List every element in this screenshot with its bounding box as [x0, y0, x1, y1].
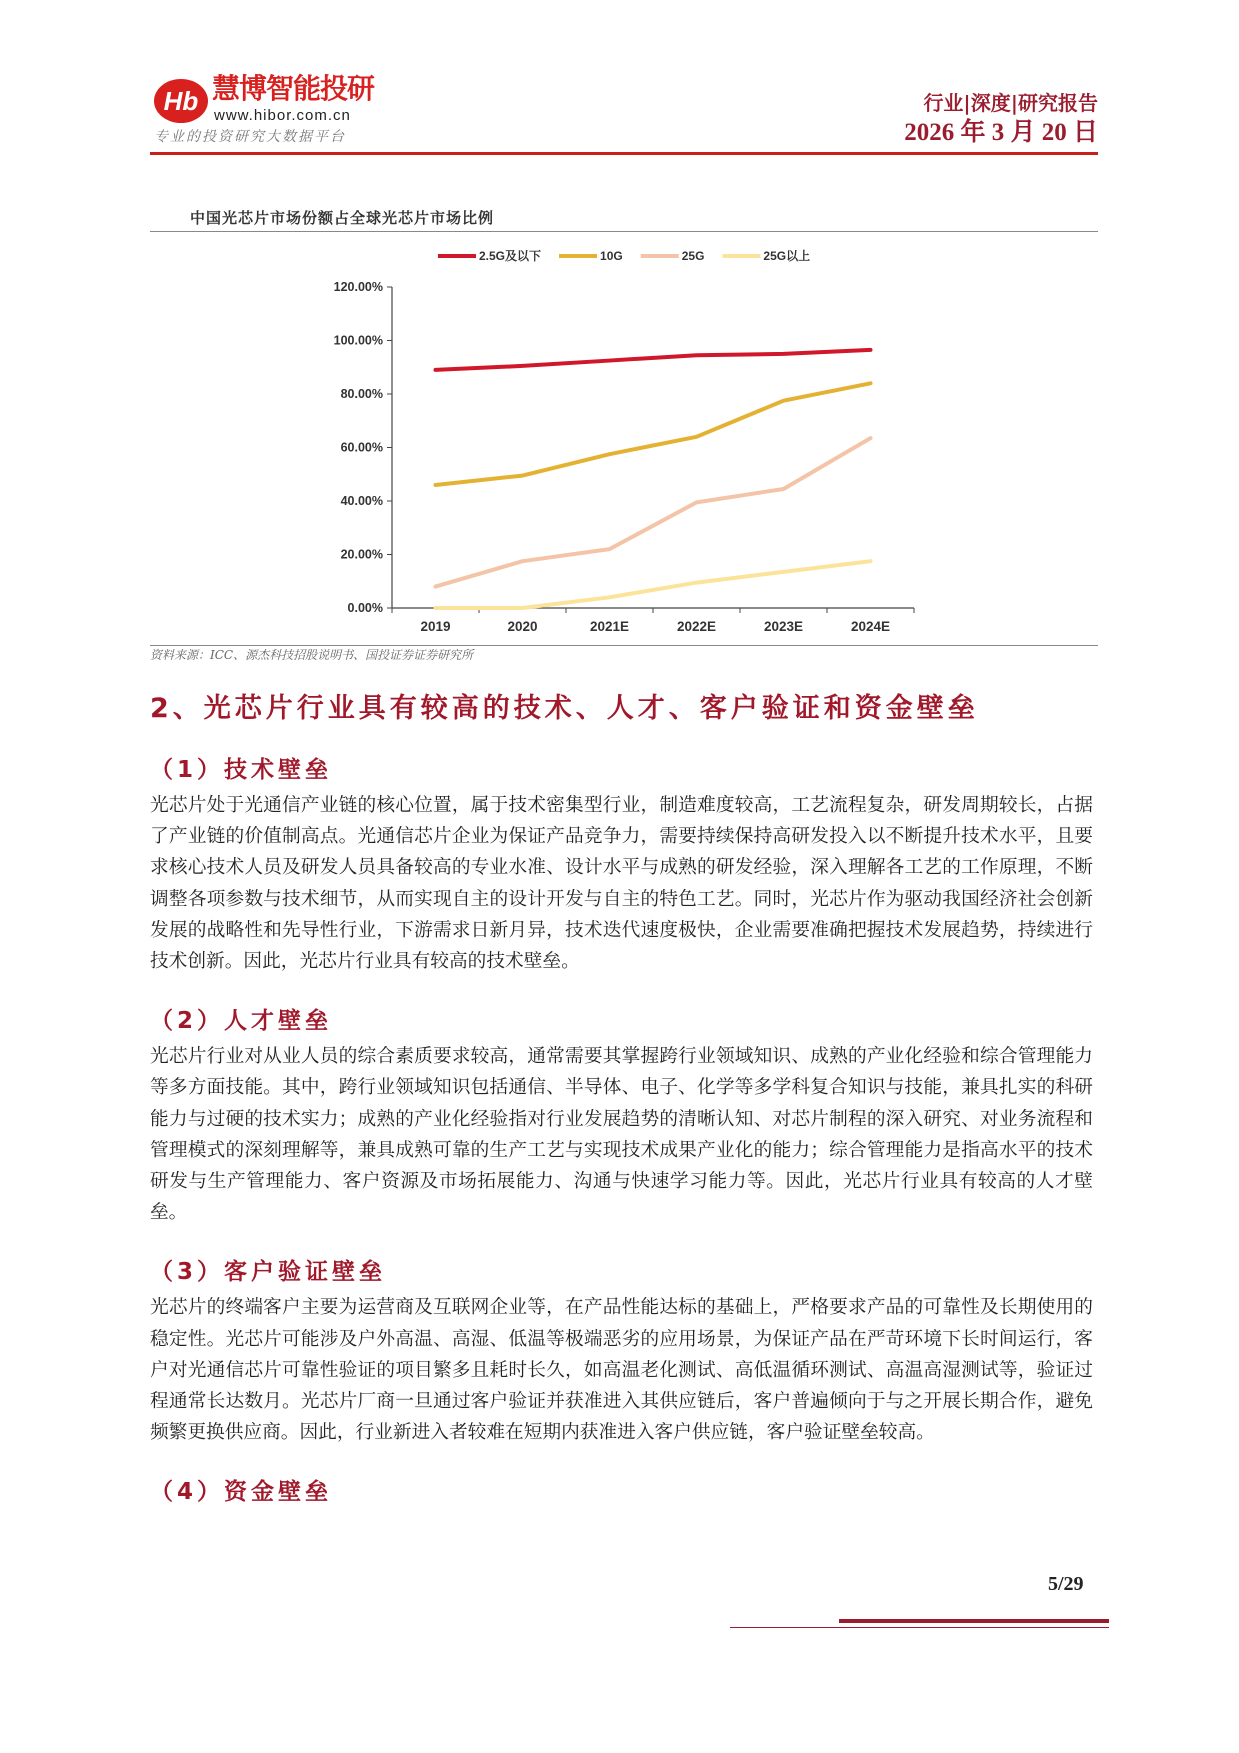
header-divider — [150, 152, 1098, 155]
x-tick-label: 2022E — [676, 619, 717, 634]
footer-line-thick — [839, 1619, 1109, 1623]
paragraph-tech: 光芯片处于光通信产业链的核心位置，属于技术密集型行业，制造难度较高，工艺流程复杂，研发周期较长，占据了产业链的价值制高点。光通信芯片企业为保证产品竞争力，需要持续保持高研发投入以不断提升技术水平，且要求核心技术人员及研发人员具备较高的专业水准、设计水平与成熟的研发经验，深入理解各工艺的工作原理，不断调整各项参数与技术细节，从而实现自主的设计开发与自主的特色工艺。同时，光芯片作为驱动我国经济社会创新发展的战略性和先导性行业，下游需求日新月异，技术迭代速度极快，企业需要准确把握技术发展趋势，持续进行技术创新。因此，光芯片行业具有较高的技术壁垒。 — [150, 795, 1093, 973]
series-line-2.5G及以下 — [436, 350, 871, 370]
y-tick-label: 120.00% — [333, 280, 383, 294]
section-content — [150, 692, 1093, 1507]
paragraph-talent: 光芯片行业对从业人员的综合素质要求较高，通常需要其掌握跨行业领域知识、成熟的产业化经验和综合管理能力等多方面技能。其中，跨行业领域知识包括通信、半导体、电子、化学等多学科复合知识与技能，兼具扎实的科研能力与过硬的技术实力；成熟的产业化经验指对行业发展趋势的清晰认知、对芯片制程的深入研究、对业务流程和管理模式的深刻理解等，兼具成熟可靠的生产工艺与实现技术成果产业化的能力；综合管理能力是指高水平的技术研发与生产管理能力、客户资源及市场拓展能力、沟通与快速学习能力等。因此，光芯片行业具有较高的人才壁垒。 — [150, 1046, 1093, 1224]
legend-label: 2.5G及以下 — [479, 249, 542, 263]
series-line-25G — [436, 438, 871, 586]
section-heading: 2、光芯片行业具有较高的技术、人才、客户验证和资金壁垒 — [150, 693, 979, 724]
x-tick-label: 2023E — [763, 619, 804, 634]
series-line-10G — [436, 383, 871, 485]
subsection-title-tech: （1）技术壁垒 — [150, 757, 333, 783]
y-tick-label: 60.00% — [340, 440, 383, 455]
report-type: 行业|深度|研究报告 — [923, 91, 1098, 115]
chart-top-rule — [150, 231, 1098, 232]
y-tick-label: 0.00% — [347, 601, 383, 615]
y-tick-label: 80.00% — [340, 387, 383, 401]
chart-bottom-rule — [150, 645, 1098, 646]
subsection-title-customer: （3）客户验证壁垒 — [150, 1259, 387, 1286]
x-tick-label: 2020 — [507, 619, 538, 634]
legend-label: 25G以上 — [763, 249, 811, 263]
subsection-title-talent: （2）人才壁垒 — [150, 1008, 333, 1035]
chart-title: 中国光芯片市场份额占全球光芯片市场比例 — [190, 209, 495, 227]
logo-name: 慧博智能投研 — [212, 72, 375, 105]
logo-slogan: 专业的投资研究大数据平台 — [154, 129, 346, 145]
subsection-title-capital: （4）资金壁垒 — [150, 1479, 333, 1506]
x-tick-label: 2021E — [589, 619, 630, 634]
legend-label: 25G — [681, 249, 705, 263]
x-tick-label: 2024E — [850, 619, 891, 634]
line-chart — [150, 235, 1098, 643]
logo-url: www.hibor.com.cn — [214, 107, 351, 124]
y-tick-label: 40.00% — [340, 494, 383, 508]
y-tick-label: 20.00% — [340, 547, 383, 562]
y-tick-label: 100.00% — [333, 333, 383, 348]
paragraph-customer: 光芯片的终端客户主要为运营商及互联网企业等，在产品性能达标的基础上，严格要求产品的可靠性及长期使用的稳定性。光芯片可能涉及户外高温、高湿、低温等极端恶劣的应用场景，为保证产品在严苛环境下长时间运行，客户对光通信芯片可靠性验证的项目繁多且耗时长久，如高温老化测试、高低温循环测试、高温高湿测试等，验证过程通常长达数月。光芯片厂商一旦通过客户验证并获准进入其供应链后，客户普遍倾向于与之开展长期合作，避免频繁更换供应商。因此，行业新进入者较难在短期内获准进入客户供应链，客户验证壁垒较高。 — [150, 1297, 1093, 1444]
legend-label: 10G — [600, 249, 623, 263]
x-tick-label: 2019 — [420, 619, 451, 634]
page-number: 5/29 — [1048, 1573, 1084, 1595]
footer-line-thin — [730, 1627, 1109, 1628]
logo-mark: Hb — [154, 79, 208, 123]
chart-source: 资料来源：ICC、源杰科技招股说明书、国投证券证券研究所 — [150, 648, 474, 662]
report-date: 2026 年 3 月 20 日 — [904, 119, 1098, 146]
